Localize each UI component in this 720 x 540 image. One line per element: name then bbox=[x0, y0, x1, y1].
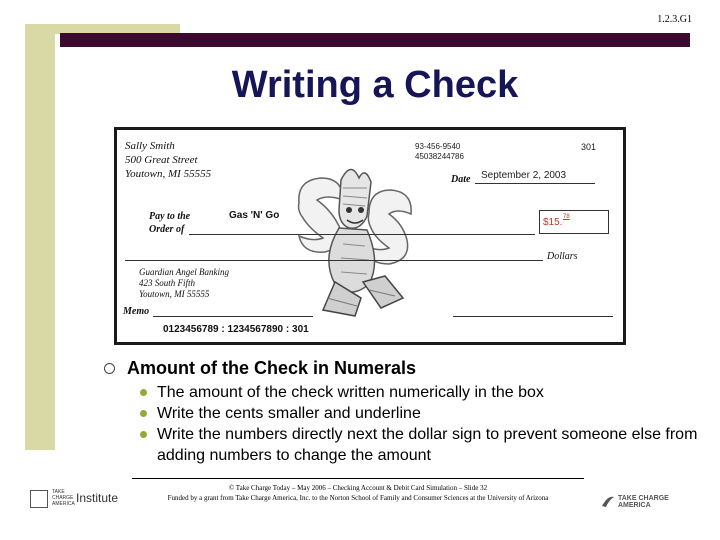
take-charge-america-logo bbox=[600, 491, 692, 511]
date-label: Date bbox=[451, 174, 471, 185]
logo-swoosh-icon bbox=[600, 493, 616, 509]
footer-funding: Funded by a grant from Take Charge America, Inc. to the Norton School of Family and Consumer Sciences at the University of Arizona bbox=[167, 494, 549, 502]
footer-rule bbox=[132, 478, 584, 479]
logo-right-text: TAKE CHARGE AMERICA bbox=[618, 495, 669, 509]
memo-line bbox=[153, 316, 313, 317]
bullet-text: The amount of the check written numerically in the box bbox=[157, 384, 544, 401]
payee-line bbox=[189, 234, 535, 235]
bank-city: Youtown, MI 55555 bbox=[139, 289, 210, 299]
amount-box bbox=[539, 210, 609, 234]
payee-name: Gas 'N' Go bbox=[229, 210, 280, 221]
memo-label: Memo bbox=[123, 306, 150, 317]
institute-logo bbox=[30, 488, 122, 510]
bullet-item bbox=[140, 403, 700, 424]
amount-cents: 78 bbox=[563, 214, 570, 220]
section-heading-row bbox=[104, 358, 416, 379]
bullet-item bbox=[140, 382, 700, 403]
bullet-text: Write the numbers directly next the dollar sign to prevent someone else from adding numbers to change the amount bbox=[157, 426, 698, 464]
money-mascot-illustration bbox=[277, 158, 427, 323]
amount-numeral: $15. bbox=[543, 217, 563, 228]
bank-street: 423 South Fifth bbox=[139, 278, 195, 288]
date-value: September 2, 2003 bbox=[481, 170, 567, 181]
pay-to-label-1: Pay to the bbox=[149, 211, 191, 222]
payer-city: Youtown, MI 55555 bbox=[125, 168, 212, 180]
bank-name: Guardian Angel Banking bbox=[139, 267, 229, 277]
logo-left-text: Institute bbox=[76, 491, 119, 505]
footer-copyright: © Take Charge Today – May 2006 – Checking Account & Debit Card Simulation – Slide 32 bbox=[228, 484, 488, 492]
routing-top: 93-456-9540 bbox=[415, 142, 461, 151]
top-rule bbox=[60, 33, 690, 47]
payer-street: 500 Great Street bbox=[125, 154, 198, 166]
written-amount-line bbox=[125, 260, 543, 261]
circle-bullet-icon bbox=[104, 363, 115, 374]
side-accent-bar bbox=[25, 24, 55, 450]
pay-to-label-2: Order of bbox=[149, 224, 185, 235]
bullet-item bbox=[140, 424, 700, 466]
slide-number: 1.2.3.G1 bbox=[657, 14, 692, 25]
payer-name: Sally Smith bbox=[125, 140, 175, 152]
check-image bbox=[114, 127, 626, 345]
date-line bbox=[475, 183, 595, 184]
routing-bottom: 45038244786 bbox=[415, 152, 464, 161]
dollars-label: Dollars bbox=[547, 251, 578, 262]
check-number: 301 bbox=[581, 142, 597, 152]
dot-bullet-icon bbox=[140, 389, 147, 396]
slide-title: Writing a Check bbox=[231, 64, 519, 106]
dot-bullet-icon bbox=[140, 431, 147, 438]
micr-line: 0123456789 : 1234567890 : 301 bbox=[163, 324, 309, 335]
bullet-list bbox=[140, 382, 700, 466]
logo-left-small-text: TAKE CHARGE AMERICA bbox=[52, 489, 75, 507]
logo-mark-icon bbox=[30, 490, 48, 508]
signature-line bbox=[453, 316, 613, 317]
dot-bullet-icon bbox=[140, 410, 147, 417]
bullet-text: Write the cents smaller and underline bbox=[157, 405, 421, 422]
section-heading: Amount of the Check in Numerals bbox=[127, 358, 417, 378]
